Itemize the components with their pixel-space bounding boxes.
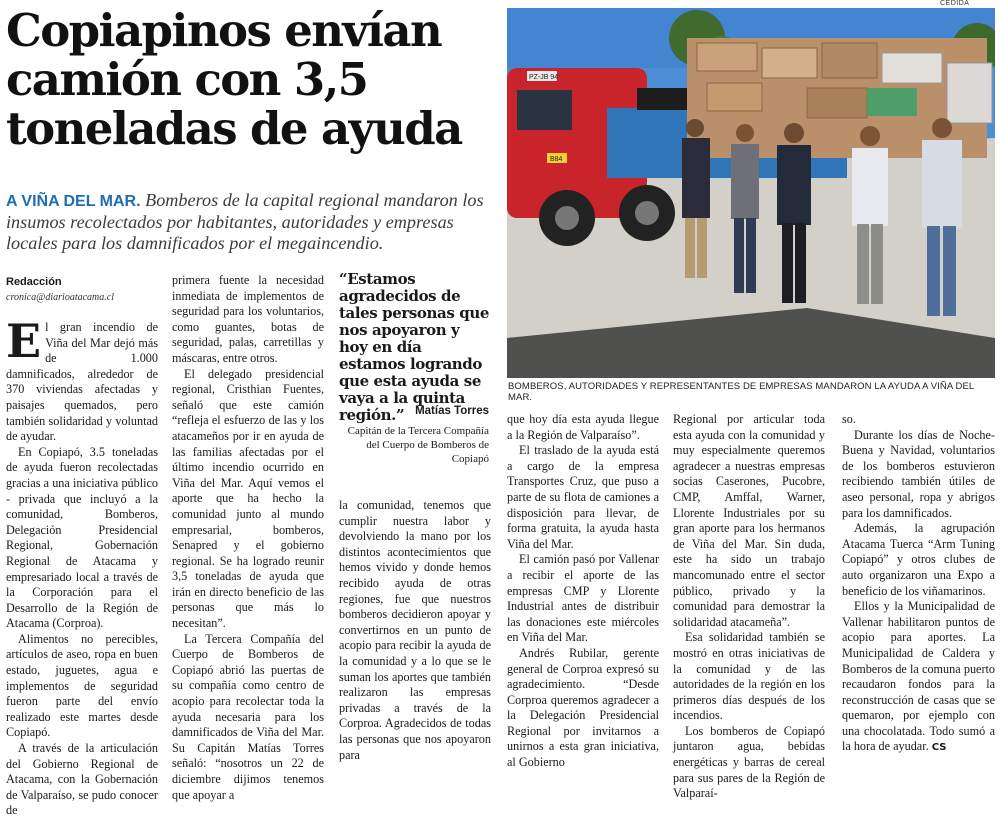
- truck-window: [517, 90, 572, 130]
- truck-number: B84: [550, 156, 563, 163]
- photo-illustration: [507, 8, 995, 378]
- photo-caption: BOMBEROS, AUTORIDADES Y REPRESENTANTES DE EMPRESAS MANDARON LA AYUDA A VIÑA DEL MAR.: [508, 381, 974, 403]
- paragraph: Esa solidaridad también se mostró en otras iniciativas de la comunidad y de las autoridades de la región en los primeros días después de los incendios.: [673, 630, 825, 723]
- pull-quote: “Estamos agradecidos de tales personas que nos apoyaron y hoy en día estamos logrando que esta ayuda se vaya a la quinta región.”: [339, 270, 489, 424]
- paragraph: Alimentos no perecibles, artículos de aseo, ropa en buen estado, juguetes, agua e implementos de seguridad fueron parte del envío realizado este martes desde Copiapó.: [6, 631, 158, 740]
- deck-text: Bomberos de la capital regional mandaron los insumos recolectados por habitantes, autoridades y empresas locales para los damnificados por el megaincendio.: [6, 190, 484, 253]
- drop-cap: E: [6, 314, 42, 368]
- headline-line-2: camión con 3,5: [6, 53, 368, 106]
- box: [762, 48, 817, 78]
- paragraph: En Copiapó, 3.5 toneladas de ayuda fueron recolectadas gracias a una iniciativa público - privada que incluyó a la comunidad, Bomberos, Delegación Presidencial Regional, Gobernación Regional de Atacama y empresariado local a través de la Corporación para el Desarrollo de la Región de Atacama (Corproa).: [6, 444, 158, 631]
- paragraph: primera fuente la necesidad inmediata de implementos de seguridad para los voluntarios, como guantes, botas de seguridad, palas, carretillas y máscaras, entre otros.: [172, 273, 324, 365]
- hub-2: [635, 201, 659, 225]
- box: [867, 88, 917, 116]
- deck-subtitle: [6, 190, 496, 254]
- paragraph: El camión pasó por Vallenar a recibir el aporte de las empresas CMP y Llorente Industrial antes de distribuir las donaciones este miércoles en Viña del Mar.: [507, 552, 659, 645]
- column-4: [507, 412, 659, 771]
- box: [697, 43, 757, 71]
- end-mark: CS: [931, 742, 947, 754]
- paragraph: Ellos y la Municipalidad de Vallenar habilitaron puntos de acopio para aportes. La Municipalidad de Caldera y Bomberos de la comuna puerto recaudaron fondos para la reconstrucción de casas que se quemaron, por ejemplo con una chocolatada. Todo sumó a la hora de ayudar.: [842, 599, 995, 754]
- paragraph: que hoy día esta ayuda llegue a la Región de Valparaíso”.: [507, 412, 659, 442]
- paragraph: Andrés Rubilar, gerente general de Corproa expresó su agradecimiento. “Desde Corproa queremos agradecer a la Delegación Presidencial Regional por invitarnos a unirnos a esta gran iniciativa, al Gobierno: [507, 645, 659, 770]
- hub-1: [555, 206, 579, 230]
- news-photo: [507, 8, 995, 378]
- headline-line-1: Copiapinos envían: [6, 4, 442, 57]
- paragraph: Los bomberos de Copiapó juntaron agua, bebidas energéticas y barras de cereal para sus pares de la Región de Valparaí-: [673, 723, 825, 801]
- paragraph: El delegado presidencial regional, Cristhian Fuentes, señaló que este camión “refleja el esfuerzo de las y los atacameños por ir en ayuda de las familias afectadas por el último incendio ocurrido en Viña del Mar. Aquí vemos el aporte que ha hecho la comunidad junto al mundo empresarial, bomberos, Senapred y el gobierno regional. Se ha logrado reunir 3,5 toneladas de ayuda que irán en directo beneficio de las personas que más lo necesitan”.: [172, 366, 324, 631]
- headline-line-3: toneladas de ayuda: [6, 102, 462, 155]
- box: [822, 43, 877, 78]
- paragraph: Además, la agrupación Atacama Tuerca “Arm Tuning Copiapó” y otros clubes de auto organizaron una Expo a beneficio de los viñamarinos.: [842, 521, 995, 598]
- quote-author: Matías Torres: [415, 405, 489, 417]
- byline-email[interactable]: cronica@diarioatacama.cl: [6, 292, 114, 303]
- paragraph: l gran incendio de Viña del Mar dejó más de 1.000 damnificados, alrededor de 370 viviendas afectadas y paisajes quemados, pero también solidaridad y voluntad de ayudar.: [6, 320, 158, 444]
- quote-author-role: Capitán de la Tercera Compañía del Cuerpo de Bomberos de Copiapó: [347, 425, 489, 465]
- column-5: [673, 412, 825, 802]
- column-2: [172, 273, 324, 803]
- paragraph: so.: [842, 412, 856, 426]
- photo-credit: CEDIDA: [940, 0, 970, 7]
- box: [947, 63, 992, 123]
- paragraph: Durante los días de Noche-Buena y Navidad, voluntarios de los bomberos estuvieron recibiendo también útiles de aseo personal, ropa y abrigos para los damnificados.: [842, 427, 995, 520]
- column-1: [6, 314, 158, 819]
- box: [807, 88, 867, 118]
- headline: [6, 6, 496, 153]
- paragraph: A través de la articulación del Gobierno Regional de Atacama, con la Gobernación de Valparaíso, se pudo conocer de: [6, 741, 158, 818]
- box: [882, 53, 942, 83]
- column-3: [339, 498, 491, 763]
- paragraph: Regional por articular toda esta ayuda con la comunidad y muy especialmente queremos agradecer a nuestras empresas socias Caserones, Pucobre, CMP, Amffal, Warner, Llorente Industriales por su gran aporte para los hermanos de Viña del Mar. Sin duda, este ha sido un trabajo mancomunado entre el sector público, privado y la comunidad para demostrar la solidaridad atacameña”.: [673, 412, 825, 629]
- paragraph: El traslado de la ayuda está a cargo de la empresa Transportes Cruz, que puso a parte de su flota de camiones a disposición para llevar, de forma gratuita, la ayuda hasta Viña del Mar.: [507, 443, 659, 551]
- paragraph: La Tercera Compañía del Cuerpo de Bomberos de Copiapó abrió las puertas de su compañía como centro de acopio para recolectar toda la ayuda necesaria para los damnificados de Viña del Mar. Su Capitán Matías Torres señaló: “nosotros un 22 de diciembre dijimos tenemos que apoyar a: [172, 631, 324, 802]
- box: [707, 83, 762, 111]
- column-6: [842, 412, 995, 756]
- deck-location: A VIÑA DEL MAR.: [6, 193, 141, 210]
- byline-author: Redacción: [6, 276, 62, 288]
- truck-plate: PZ-JB 94: [529, 74, 559, 81]
- paragraph: la comunidad, tenemos que cumplir nuestra labor y devolviendo la mano por los distintos acontecimientos que hemos vivido y donde hemos recibido ayuda de otras regiones, fue que nuestros bomberos decidieron apoyar y convertirnos en un punto de acopio para recibir la ayuda de la comunidad y a lo que se le suman los aportes que también realizaron las empresas privadas a través de la Corproa. Agradecidos de todas las personas que nos apoyaron para: [339, 498, 491, 762]
